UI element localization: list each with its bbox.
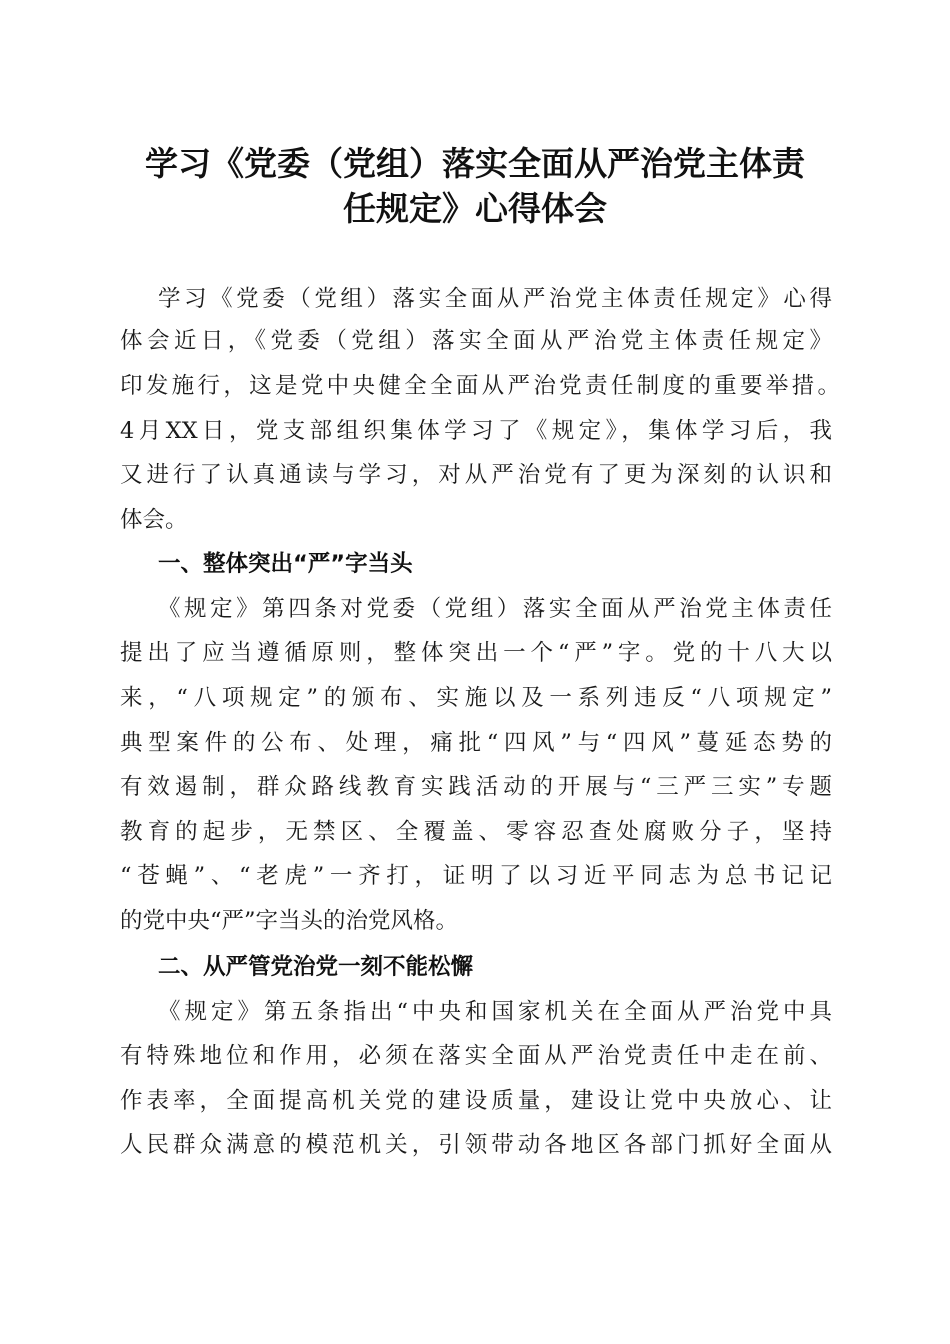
paragraph-line: 有效遏制，群众路线教育实践活动的开展与“三严三实”专题 [120,774,832,800]
section-heading-2: 二、从严管党治党一刻不能松懈 [158,954,474,980]
paragraph-line: 有特殊地位和作用，必须在落实全面从严治党责任中走在前、 [120,1043,832,1069]
paragraph-line: 提出了应当遵循原则，整体突出一个“严”字。党的十八大以 [120,640,832,666]
paragraph-line: 印发施行，这是党中央健全全面从严治党责任制度的重要举措。 [120,373,840,399]
paragraph-line: 《规定》第四条对党委（党组）落实全面从严治党主体责任 [158,596,832,622]
document-title-line-1: 学习《党委（党组）落实全面从严治党主体责 [145,144,805,183]
section-heading-1: 一、整体突出“严”字当头 [158,551,413,577]
paragraph-line: 教育的起步，无禁区、全覆盖、零容忍查处腐败分子，坚持 [120,819,832,845]
paragraph-line: 《规定》第五条指出“中央和国家机关在全面从严治党中具 [158,999,832,1025]
paragraph-line: 作表率，全面提高机关党的建设质量，建设让党中央放心、让 [120,1088,832,1114]
paragraph-line: “苍蝇”、“老虎”一齐打，证明了以习近平同志为总书记记 [120,863,832,889]
paragraph-line: 体会。 [120,507,188,533]
paragraph-line: 人民群众满意的模范机关，引领带动各地区各部门抓好全面从 [120,1132,832,1158]
paragraph-line: 来，“八项规定”的颁布、实施以及一系列违反“八项规定” [120,685,832,711]
paragraph-line: 体会近日，《党委（党组）落实全面从严治党主体责任规定》 [120,328,832,354]
paragraph-line: 典型案件的公布、处理，痛批“四风”与“四风”蔓延态势的 [120,730,832,756]
paragraph-line: 又进行了认真通读与学习，对从严治党有了更为深刻的认识和 [120,462,832,488]
paragraph-line: 的党中央“严”字当头的治党风格。 [120,908,459,934]
paragraph-line: 学习《党委（党组）落实全面从严治党主体责任规定》心得 [158,286,832,312]
document-title-line-2: 任规定》心得体会 [343,189,607,228]
paragraph-line: 4月XX日，党支部组织集体学习了《规定》，集体学习后，我 [120,418,832,444]
